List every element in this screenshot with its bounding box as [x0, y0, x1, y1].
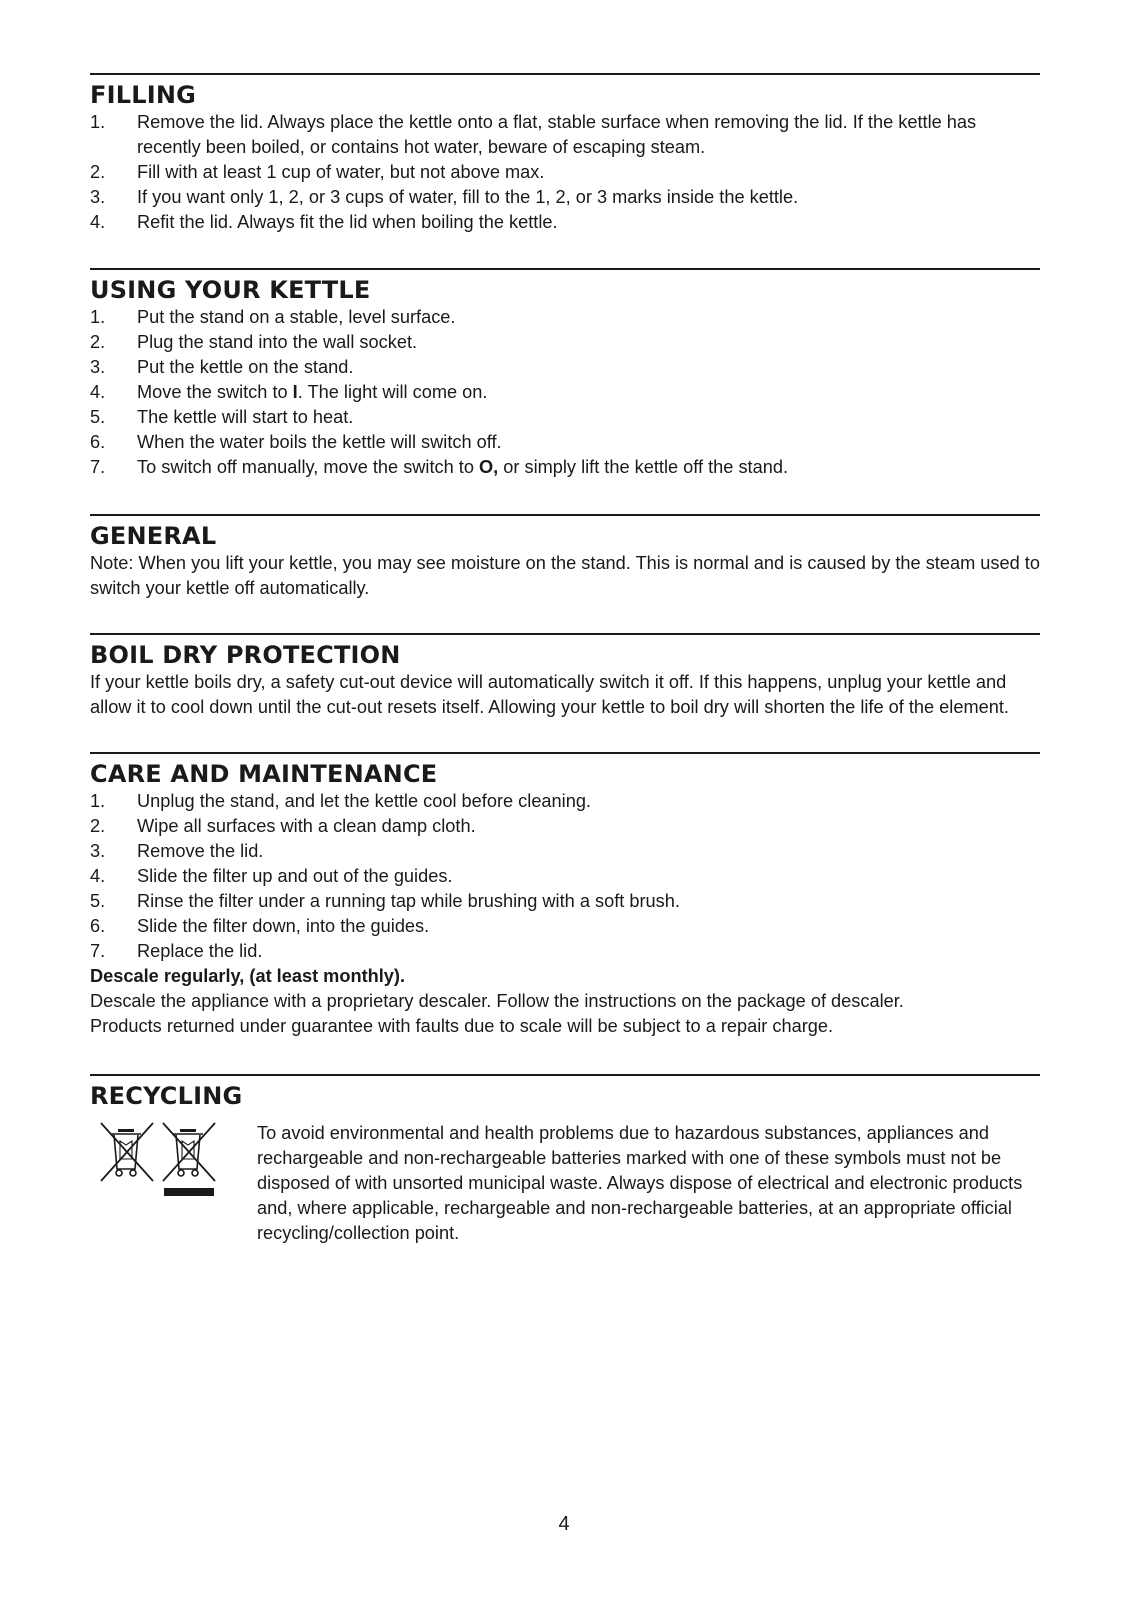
descale-text: Descale the appliance with a proprietary descaler. Follow the instructions on the package of descaler.	[90, 991, 904, 1011]
section-care-and-maintenance	[90, 752, 1040, 1039]
boil-dry-text: If your kettle boils dry, a safety cut-out device will automatically switch it off. If this happens, unplug your kettle and allow it to cool down until the cut-out resets itself. Allowing your kettle to boil dry will shorten the life of the element.	[90, 672, 1009, 717]
recycling-body	[90, 1121, 1040, 1251]
list-item: 6. Slide the filter down, into the guides.	[90, 916, 430, 936]
list-item: 1. Unplug the stand, and let the kettle cool before cleaning.	[90, 791, 591, 811]
guarantee-text: Products returned under guarantee with faults due to scale will be subject to a repair charge.	[90, 1016, 834, 1036]
list-item: 4. Move the switch to I. The light will come on.	[90, 382, 488, 402]
weee-symbols	[98, 1121, 218, 1201]
section-heading: BOIL DRY PROTECTION	[90, 641, 401, 669]
section-divider	[90, 73, 1040, 75]
using-steps	[90, 305, 1040, 480]
list-item: 5. The kettle will start to heat.	[90, 407, 354, 427]
general-note: Note: When you lift your kettle, you may see moisture on the stand. This is normal and is caused by the steam used to switch your kettle off automatically.	[90, 553, 1040, 598]
section-heading: GENERAL	[90, 522, 217, 550]
list-item: 1. Remove the lid. Always place the kettle onto a flat, stable surface when removing the lid. If the kettle has recently been boiled, or contains hot water, beware of escaping steam.	[90, 112, 977, 157]
list-item: 7. Replace the lid.	[90, 941, 263, 961]
section-boil-dry-protection	[90, 633, 1040, 720]
section-heading: CARE AND MAINTENANCE	[90, 760, 438, 788]
page-number: 4	[558, 1513, 570, 1535]
list-item: 3. Put the kettle on the stand.	[90, 357, 354, 377]
section-divider	[90, 752, 1040, 754]
section-general	[90, 514, 1040, 601]
list-item: 3. Remove the lid.	[90, 841, 264, 861]
list-item: 2. Fill with at least 1 cup of water, but not above max.	[90, 162, 545, 182]
switch-position-on: I	[292, 382, 298, 402]
list-item: 2. Wipe all surfaces with a clean damp cloth.	[90, 816, 476, 836]
descale-heading: Descale regularly, (at least monthly).	[90, 966, 406, 986]
list-item: 6. When the water boils the kettle will switch off.	[90, 432, 502, 452]
section-filling	[90, 73, 1040, 235]
crossed-out-wheelie-bin-with-bar-icon	[163, 1123, 215, 1196]
section-heading: USING YOUR KETTLE	[90, 276, 371, 304]
section-heading: RECYCLING	[90, 1082, 243, 1110]
list-item: 5. Rinse the filter under a running tap while brushing with a soft brush.	[90, 891, 680, 911]
switch-position-off: O,	[479, 457, 499, 477]
crossed-out-wheelie-bin-icon	[101, 1123, 153, 1181]
filling-steps	[90, 110, 1040, 235]
list-item: 2. Plug the stand into the wall socket.	[90, 332, 418, 352]
section-recycling	[90, 1074, 1040, 1251]
recycling-text: To avoid environmental and health problems due to hazardous substances, appliances and rechargeable and non-rechargeable batteries marked with one of these symbols must not be disposed of with unsorted municipal waste. Always dispose of electrical and electronic products and, where applicable, rechargeable and non-rechargeable batteries, at an appropriate official recycling/collection point.	[257, 1123, 1023, 1243]
care-steps	[90, 789, 1040, 964]
list-item: 4. Slide the filter up and out of the guides.	[90, 866, 453, 886]
list-item: 1. Put the stand on a stable, level surface.	[90, 307, 456, 327]
section-divider	[90, 268, 1040, 270]
list-item: 3. If you want only 1, 2, or 3 cups of water, fill to the 1, 2, or 3 marks inside the kettle.	[90, 187, 799, 207]
section-divider	[90, 1074, 1040, 1076]
section-heading: FILLING	[90, 81, 197, 109]
section-using-your-kettle	[90, 268, 1040, 480]
list-item: 7. To switch off manually, move the switch to O, or simply lift the kettle off the stand.	[90, 457, 788, 477]
section-divider	[90, 514, 1040, 516]
section-divider	[90, 633, 1040, 635]
list-item: 4. Refit the lid. Always fit the lid when boiling the kettle.	[90, 212, 558, 232]
